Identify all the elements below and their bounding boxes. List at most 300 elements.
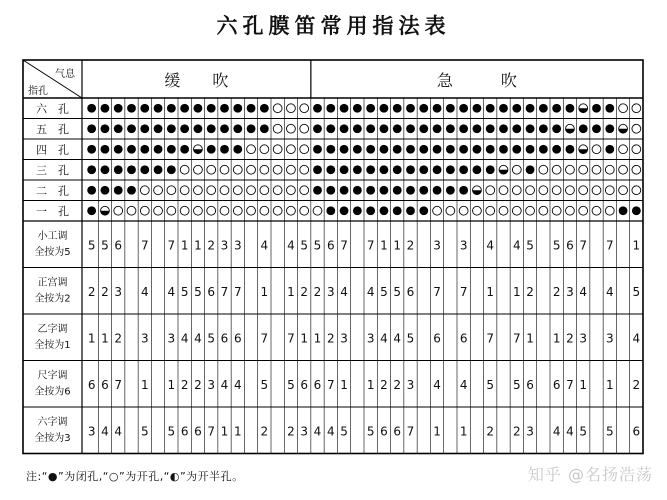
closed-hole-icon bbox=[353, 186, 362, 195]
jianpu-note: 6 bbox=[393, 424, 402, 439]
jianpu-note: 4 bbox=[366, 284, 375, 299]
jianpu-note: 1 bbox=[300, 331, 309, 346]
closed-hole-icon bbox=[446, 145, 455, 154]
hole-label-4: 四 孔 bbox=[36, 143, 69, 157]
jianpu-note: 1 bbox=[393, 238, 402, 253]
jianpu-note: 1 bbox=[140, 377, 149, 392]
closed-hole-icon bbox=[220, 145, 229, 154]
open-hole-icon bbox=[539, 165, 548, 174]
jianpu-note: 2 bbox=[380, 377, 388, 392]
closed-hole-icon bbox=[353, 206, 362, 215]
jianpu-note: 1 bbox=[260, 284, 269, 299]
jianpu-note: 3 bbox=[207, 377, 216, 392]
fast-breath-label: 急 吹 bbox=[436, 71, 517, 90]
closed-hole-icon bbox=[406, 206, 415, 215]
open-hole-icon bbox=[632, 165, 641, 174]
closed-hole-icon bbox=[393, 145, 402, 154]
key-base-note: 全按为6 bbox=[34, 386, 71, 398]
closed-hole-icon bbox=[207, 145, 216, 154]
closed-hole-icon bbox=[446, 165, 455, 174]
jianpu-note: 7 bbox=[114, 377, 123, 392]
closed-hole-icon bbox=[446, 124, 455, 133]
open-hole-icon bbox=[313, 206, 322, 215]
closed-hole-icon bbox=[233, 124, 242, 133]
closed-hole-icon bbox=[459, 104, 468, 113]
jianpu-note: 1 bbox=[340, 377, 348, 392]
key-base-note: 全按为3 bbox=[34, 433, 71, 444]
jianpu-note: 1 bbox=[380, 238, 388, 253]
closed-hole-icon bbox=[552, 145, 561, 154]
jianpu-note: 3 bbox=[300, 424, 309, 439]
open-hole-icon bbox=[273, 145, 282, 154]
closed-hole-icon bbox=[419, 165, 428, 174]
jianpu-note: 6 bbox=[180, 424, 189, 439]
jianpu-note: 7 bbox=[366, 238, 375, 253]
closed-hole-icon bbox=[632, 206, 641, 215]
jianpu-note: 3 bbox=[459, 238, 468, 253]
open-hole-icon bbox=[566, 186, 575, 195]
jianpu-note: 4 bbox=[433, 377, 441, 392]
jianpu-note: 5 bbox=[101, 238, 109, 253]
open-hole-icon bbox=[194, 206, 203, 215]
jianpu-note: 4 bbox=[459, 377, 468, 392]
jianpu-note: 2 bbox=[512, 424, 521, 439]
closed-hole-icon bbox=[539, 145, 548, 154]
jianpu-note: 6 bbox=[101, 377, 109, 392]
jianpu-note: 4 bbox=[167, 284, 176, 299]
closed-hole-icon bbox=[233, 104, 242, 113]
jianpu-note: 2 bbox=[101, 284, 109, 299]
closed-hole-icon bbox=[101, 124, 110, 133]
jianpu-note: 5 bbox=[406, 331, 415, 346]
closed-hole-icon bbox=[512, 145, 521, 154]
jianpu-note: 3 bbox=[526, 424, 534, 439]
open-hole-icon bbox=[167, 206, 176, 215]
closed-hole-icon bbox=[486, 124, 495, 133]
open-hole-icon bbox=[287, 186, 296, 195]
closed-hole-icon bbox=[140, 145, 149, 154]
open-hole-icon bbox=[260, 206, 269, 215]
open-hole-icon bbox=[154, 186, 163, 195]
jianpu-note: 3 bbox=[366, 331, 375, 346]
open-hole-icon bbox=[247, 206, 256, 215]
open-hole-icon bbox=[605, 186, 614, 195]
jianpu-note: 7 bbox=[566, 377, 574, 392]
jianpu-note: 5 bbox=[632, 284, 641, 299]
open-hole-icon bbox=[619, 186, 628, 195]
open-hole-icon bbox=[273, 165, 282, 174]
jianpu-note: 1 bbox=[180, 238, 189, 253]
jianpu-note: 6 bbox=[459, 331, 468, 346]
jianpu-note: 7 bbox=[233, 284, 242, 299]
closed-hole-icon bbox=[366, 104, 375, 113]
open-hole-icon bbox=[220, 186, 229, 195]
closed-hole-icon bbox=[101, 104, 110, 113]
closed-hole-icon bbox=[101, 165, 110, 174]
jianpu-note: 4 bbox=[220, 377, 229, 392]
open-hole-icon bbox=[526, 186, 535, 195]
open-hole-icon bbox=[459, 206, 468, 215]
closed-hole-icon bbox=[114, 186, 123, 195]
jianpu-note: 4 bbox=[393, 331, 402, 346]
closed-hole-icon bbox=[366, 186, 375, 195]
closed-hole-icon bbox=[140, 124, 149, 133]
closed-hole-icon bbox=[393, 124, 402, 133]
open-hole-icon bbox=[619, 165, 628, 174]
jianpu-note: 2 bbox=[393, 377, 402, 392]
open-hole-icon bbox=[300, 145, 309, 154]
closed-hole-icon bbox=[154, 104, 163, 113]
closed-hole-icon bbox=[380, 186, 389, 195]
jianpu-note: 5 bbox=[140, 424, 149, 439]
open-hole-icon bbox=[207, 206, 216, 215]
closed-hole-icon bbox=[393, 165, 402, 174]
closed-hole-icon bbox=[605, 145, 614, 154]
closed-hole-icon bbox=[366, 145, 375, 154]
jianpu-note: 4 bbox=[140, 284, 149, 299]
jianpu-note: 7 bbox=[486, 331, 495, 346]
jianpu-note: 4 bbox=[605, 284, 614, 299]
closed-hole-icon bbox=[114, 145, 123, 154]
closed-hole-icon bbox=[446, 104, 455, 113]
jianpu-note: 4 bbox=[260, 238, 269, 253]
jianpu-note: 2 bbox=[486, 424, 495, 439]
jianpu-note: 1 bbox=[101, 331, 109, 346]
jianpu-note: 3 bbox=[579, 331, 588, 346]
open-hole-icon bbox=[287, 165, 296, 174]
closed-hole-icon bbox=[353, 165, 362, 174]
jianpu-note: 2 bbox=[552, 284, 561, 299]
jianpu-note: 1 bbox=[366, 377, 375, 392]
open-hole-icon bbox=[632, 104, 641, 113]
closed-hole-icon bbox=[499, 124, 508, 133]
open-hole-icon bbox=[592, 145, 601, 154]
jianpu-note: 4 bbox=[101, 424, 109, 439]
open-hole-icon bbox=[287, 145, 296, 154]
jianpu-note: 4 bbox=[552, 424, 561, 439]
jianpu-note: 4 bbox=[233, 377, 242, 392]
jianpu-note: 3 bbox=[140, 331, 149, 346]
open-hole-icon bbox=[512, 206, 521, 215]
closed-hole-icon bbox=[566, 145, 575, 154]
closed-hole-icon bbox=[473, 165, 482, 174]
closed-hole-icon bbox=[260, 104, 269, 113]
jianpu-note: 6 bbox=[526, 377, 534, 392]
closed-hole-icon bbox=[526, 124, 535, 133]
open-hole-icon bbox=[207, 165, 216, 174]
closed-hole-icon bbox=[340, 104, 349, 113]
closed-hole-icon bbox=[127, 165, 136, 174]
jianpu-note: 5 bbox=[552, 238, 561, 253]
jianpu-note: 5 bbox=[194, 284, 202, 299]
open-hole-icon bbox=[592, 186, 601, 195]
closed-hole-icon bbox=[419, 124, 428, 133]
jianpu-note: 1 bbox=[87, 331, 96, 346]
closed-hole-icon bbox=[592, 124, 601, 133]
closed-hole-icon bbox=[167, 124, 176, 133]
closed-hole-icon bbox=[406, 124, 415, 133]
jianpu-note: 7 bbox=[326, 377, 335, 392]
jianpu-note: 6 bbox=[194, 424, 202, 439]
jianpu-note: 5 bbox=[260, 377, 269, 392]
open-hole-icon bbox=[300, 206, 309, 215]
closed-hole-icon bbox=[194, 104, 203, 113]
jianpu-note: 2 bbox=[114, 331, 123, 346]
hole-label-3: 三 孔 bbox=[36, 163, 69, 177]
jianpu-note: 7 bbox=[459, 284, 468, 299]
closed-hole-icon bbox=[167, 104, 176, 113]
closed-hole-icon bbox=[180, 104, 189, 113]
jianpu-note: 3 bbox=[566, 284, 574, 299]
closed-hole-icon bbox=[605, 124, 614, 133]
jianpu-note: 5 bbox=[526, 238, 534, 253]
closed-hole-icon bbox=[353, 124, 362, 133]
jianpu-note: 2 bbox=[566, 331, 574, 346]
jianpu-note: 6 bbox=[207, 284, 216, 299]
closed-hole-icon bbox=[87, 145, 96, 154]
closed-hole-icon bbox=[313, 165, 322, 174]
open-hole-icon bbox=[632, 124, 641, 133]
jianpu-note: 6 bbox=[552, 377, 561, 392]
closed-hole-icon bbox=[486, 104, 495, 113]
open-hole-icon bbox=[539, 206, 548, 215]
closed-hole-icon bbox=[180, 124, 189, 133]
closed-hole-icon bbox=[433, 104, 442, 113]
jianpu-note: 6 bbox=[326, 238, 335, 253]
jianpu-note: 4 bbox=[114, 424, 123, 439]
legend-note: 注:“●”为闭孔,“○”为开孔,“◐”为开半孔。 bbox=[26, 470, 244, 483]
jianpu-note: 4 bbox=[287, 238, 295, 253]
closed-hole-icon bbox=[140, 104, 149, 113]
open-hole-icon bbox=[499, 206, 508, 215]
open-hole-icon bbox=[512, 186, 521, 195]
closed-hole-icon bbox=[101, 186, 110, 195]
closed-hole-icon bbox=[326, 124, 335, 133]
jianpu-note: 4 bbox=[579, 284, 588, 299]
closed-hole-icon bbox=[459, 186, 468, 195]
jianpu-note: 2 bbox=[313, 284, 322, 299]
jianpu-note: 6 bbox=[433, 331, 441, 346]
closed-hole-icon bbox=[326, 186, 335, 195]
watermark: 知乎 @名扬浩荡 bbox=[527, 465, 653, 484]
jianpu-note: 4 bbox=[566, 424, 574, 439]
closed-hole-icon bbox=[380, 206, 389, 215]
closed-hole-icon bbox=[87, 165, 96, 174]
page-title: 六孔膜笛常用指法表 bbox=[216, 14, 451, 38]
open-hole-icon bbox=[140, 186, 149, 195]
closed-hole-icon bbox=[619, 206, 628, 215]
closed-hole-icon bbox=[140, 165, 149, 174]
closed-hole-icon bbox=[87, 186, 96, 195]
jianpu-note: 5 bbox=[486, 377, 495, 392]
jianpu-note: 2 bbox=[326, 331, 335, 346]
closed-hole-icon bbox=[526, 104, 535, 113]
jianpu-note: 2 bbox=[632, 377, 641, 392]
jianpu-note: 1 bbox=[433, 424, 441, 439]
closed-hole-icon bbox=[366, 165, 375, 174]
open-hole-icon bbox=[140, 206, 149, 215]
jianpu-note: 4 bbox=[632, 331, 641, 346]
open-hole-icon bbox=[194, 186, 203, 195]
jianpu-note: 1 bbox=[220, 424, 229, 439]
jianpu-note: 6 bbox=[313, 377, 322, 392]
closed-hole-icon bbox=[419, 186, 428, 195]
jianpu-note: 1 bbox=[459, 424, 468, 439]
open-hole-icon bbox=[300, 165, 309, 174]
jianpu-note: 7 bbox=[220, 284, 229, 299]
open-hole-icon bbox=[273, 124, 282, 133]
key-name: 六字调 bbox=[37, 417, 68, 428]
key-base-note: 全按为2 bbox=[34, 293, 71, 305]
jianpu-note: 2 bbox=[207, 238, 216, 253]
key-name: 小工调 bbox=[37, 231, 68, 242]
closed-hole-icon bbox=[194, 124, 203, 133]
open-hole-icon bbox=[300, 124, 309, 133]
hole-label-1: 一 孔 bbox=[36, 204, 69, 218]
closed-hole-icon bbox=[499, 145, 508, 154]
open-hole-icon bbox=[273, 104, 282, 113]
jianpu-note: 7 bbox=[579, 238, 588, 253]
closed-hole-icon bbox=[313, 186, 322, 195]
open-hole-icon bbox=[233, 206, 242, 215]
closed-hole-icon bbox=[419, 145, 428, 154]
jianpu-note: 5 bbox=[287, 377, 295, 392]
jianpu-note: 5 bbox=[340, 424, 348, 439]
closed-hole-icon bbox=[406, 104, 415, 113]
jianpu-note: 2 bbox=[287, 424, 295, 439]
jianpu-note: 5 bbox=[366, 424, 375, 439]
closed-hole-icon bbox=[154, 124, 163, 133]
jianpu-note: 7 bbox=[260, 331, 269, 346]
slow-breath-label: 缓 吹 bbox=[164, 71, 229, 90]
jianpu-note: 1 bbox=[167, 377, 176, 392]
open-hole-icon bbox=[127, 206, 136, 215]
jianpu-note: 5 bbox=[579, 424, 588, 439]
closed-hole-icon bbox=[247, 104, 256, 113]
closed-hole-icon bbox=[353, 145, 362, 154]
jianpu-note: 6 bbox=[300, 377, 309, 392]
corner-label-holes: 指孔 bbox=[28, 86, 48, 97]
closed-hole-icon bbox=[512, 124, 521, 133]
closed-hole-icon bbox=[87, 206, 96, 215]
closed-hole-icon bbox=[459, 145, 468, 154]
open-hole-icon bbox=[619, 145, 628, 154]
jianpu-note: 5 bbox=[605, 424, 614, 439]
open-hole-icon bbox=[539, 186, 548, 195]
open-hole-icon bbox=[194, 165, 203, 174]
jianpu-note: 2 bbox=[260, 424, 269, 439]
open-hole-icon bbox=[592, 165, 601, 174]
open-hole-icon bbox=[233, 165, 242, 174]
jianpu-note: 6 bbox=[380, 424, 388, 439]
closed-hole-icon bbox=[473, 145, 482, 154]
open-hole-icon bbox=[473, 206, 482, 215]
open-hole-icon bbox=[486, 186, 495, 195]
closed-hole-icon bbox=[326, 104, 335, 113]
closed-hole-icon bbox=[114, 165, 123, 174]
closed-hole-icon bbox=[419, 104, 428, 113]
hole-label-6: 六 孔 bbox=[36, 102, 69, 116]
open-hole-icon bbox=[512, 165, 521, 174]
corner-label-breath: 气息 bbox=[55, 69, 75, 80]
open-hole-icon bbox=[605, 206, 614, 215]
closed-hole-icon bbox=[406, 186, 415, 195]
open-hole-icon bbox=[552, 186, 561, 195]
closed-hole-icon bbox=[380, 104, 389, 113]
open-hole-icon bbox=[566, 165, 575, 174]
jianpu-note: 2 bbox=[406, 238, 415, 253]
jianpu-note: 4 bbox=[313, 424, 322, 439]
closed-hole-icon bbox=[340, 206, 349, 215]
closed-hole-icon bbox=[380, 145, 389, 154]
jianpu-note: 4 bbox=[194, 331, 202, 346]
jianpu-note: 7 bbox=[605, 238, 614, 253]
jianpu-note: 3 bbox=[220, 238, 229, 253]
closed-hole-icon bbox=[592, 104, 601, 113]
closed-hole-icon bbox=[393, 186, 402, 195]
closed-hole-icon bbox=[313, 124, 322, 133]
jianpu-note: 3 bbox=[87, 424, 96, 439]
jianpu-note: 4 bbox=[486, 238, 495, 253]
closed-hole-icon bbox=[433, 145, 442, 154]
open-hole-icon bbox=[260, 186, 269, 195]
open-hole-icon bbox=[552, 206, 561, 215]
open-hole-icon bbox=[180, 186, 189, 195]
jianpu-note: 7 bbox=[512, 331, 521, 346]
jianpu-note: 1 bbox=[632, 238, 641, 253]
jianpu-note: 1 bbox=[512, 284, 521, 299]
open-hole-icon bbox=[154, 206, 163, 215]
jianpu-note: 6 bbox=[220, 331, 229, 346]
open-hole-icon bbox=[632, 186, 641, 195]
closed-hole-icon bbox=[406, 145, 415, 154]
jianpu-note: 5 bbox=[393, 284, 402, 299]
closed-hole-icon bbox=[605, 104, 614, 113]
open-hole-icon bbox=[287, 206, 296, 215]
closed-hole-icon bbox=[380, 165, 389, 174]
closed-hole-icon bbox=[526, 165, 535, 174]
jianpu-note: 1 bbox=[287, 284, 295, 299]
open-hole-icon bbox=[180, 165, 189, 174]
key-base-note: 全按为1 bbox=[34, 340, 71, 351]
jianpu-note: 1 bbox=[605, 377, 614, 392]
jianpu-note: 1 bbox=[233, 424, 242, 439]
closed-hole-icon bbox=[233, 145, 242, 154]
jianpu-note: 6 bbox=[406, 284, 415, 299]
jianpu-note: 6 bbox=[114, 238, 123, 253]
closed-hole-icon bbox=[552, 104, 561, 113]
hole-label-5: 五 孔 bbox=[36, 122, 69, 136]
open-hole-icon bbox=[592, 206, 601, 215]
closed-hole-icon bbox=[247, 124, 256, 133]
key-base-note: 全按为5 bbox=[34, 247, 71, 258]
closed-hole-icon bbox=[114, 104, 123, 113]
closed-hole-icon bbox=[526, 145, 535, 154]
jianpu-note: 3 bbox=[406, 377, 415, 392]
open-hole-icon bbox=[167, 186, 176, 195]
closed-hole-icon bbox=[459, 124, 468, 133]
closed-hole-icon bbox=[154, 145, 163, 154]
closed-hole-icon bbox=[433, 165, 442, 174]
jianpu-note: 7 bbox=[340, 238, 348, 253]
open-hole-icon bbox=[300, 186, 309, 195]
closed-hole-icon bbox=[340, 124, 349, 133]
closed-hole-icon bbox=[380, 124, 389, 133]
jianpu-note: 1 bbox=[313, 331, 322, 346]
jianpu-note: 6 bbox=[566, 238, 574, 253]
jianpu-note: 5 bbox=[300, 238, 309, 253]
jianpu-note: 2 bbox=[180, 377, 189, 392]
